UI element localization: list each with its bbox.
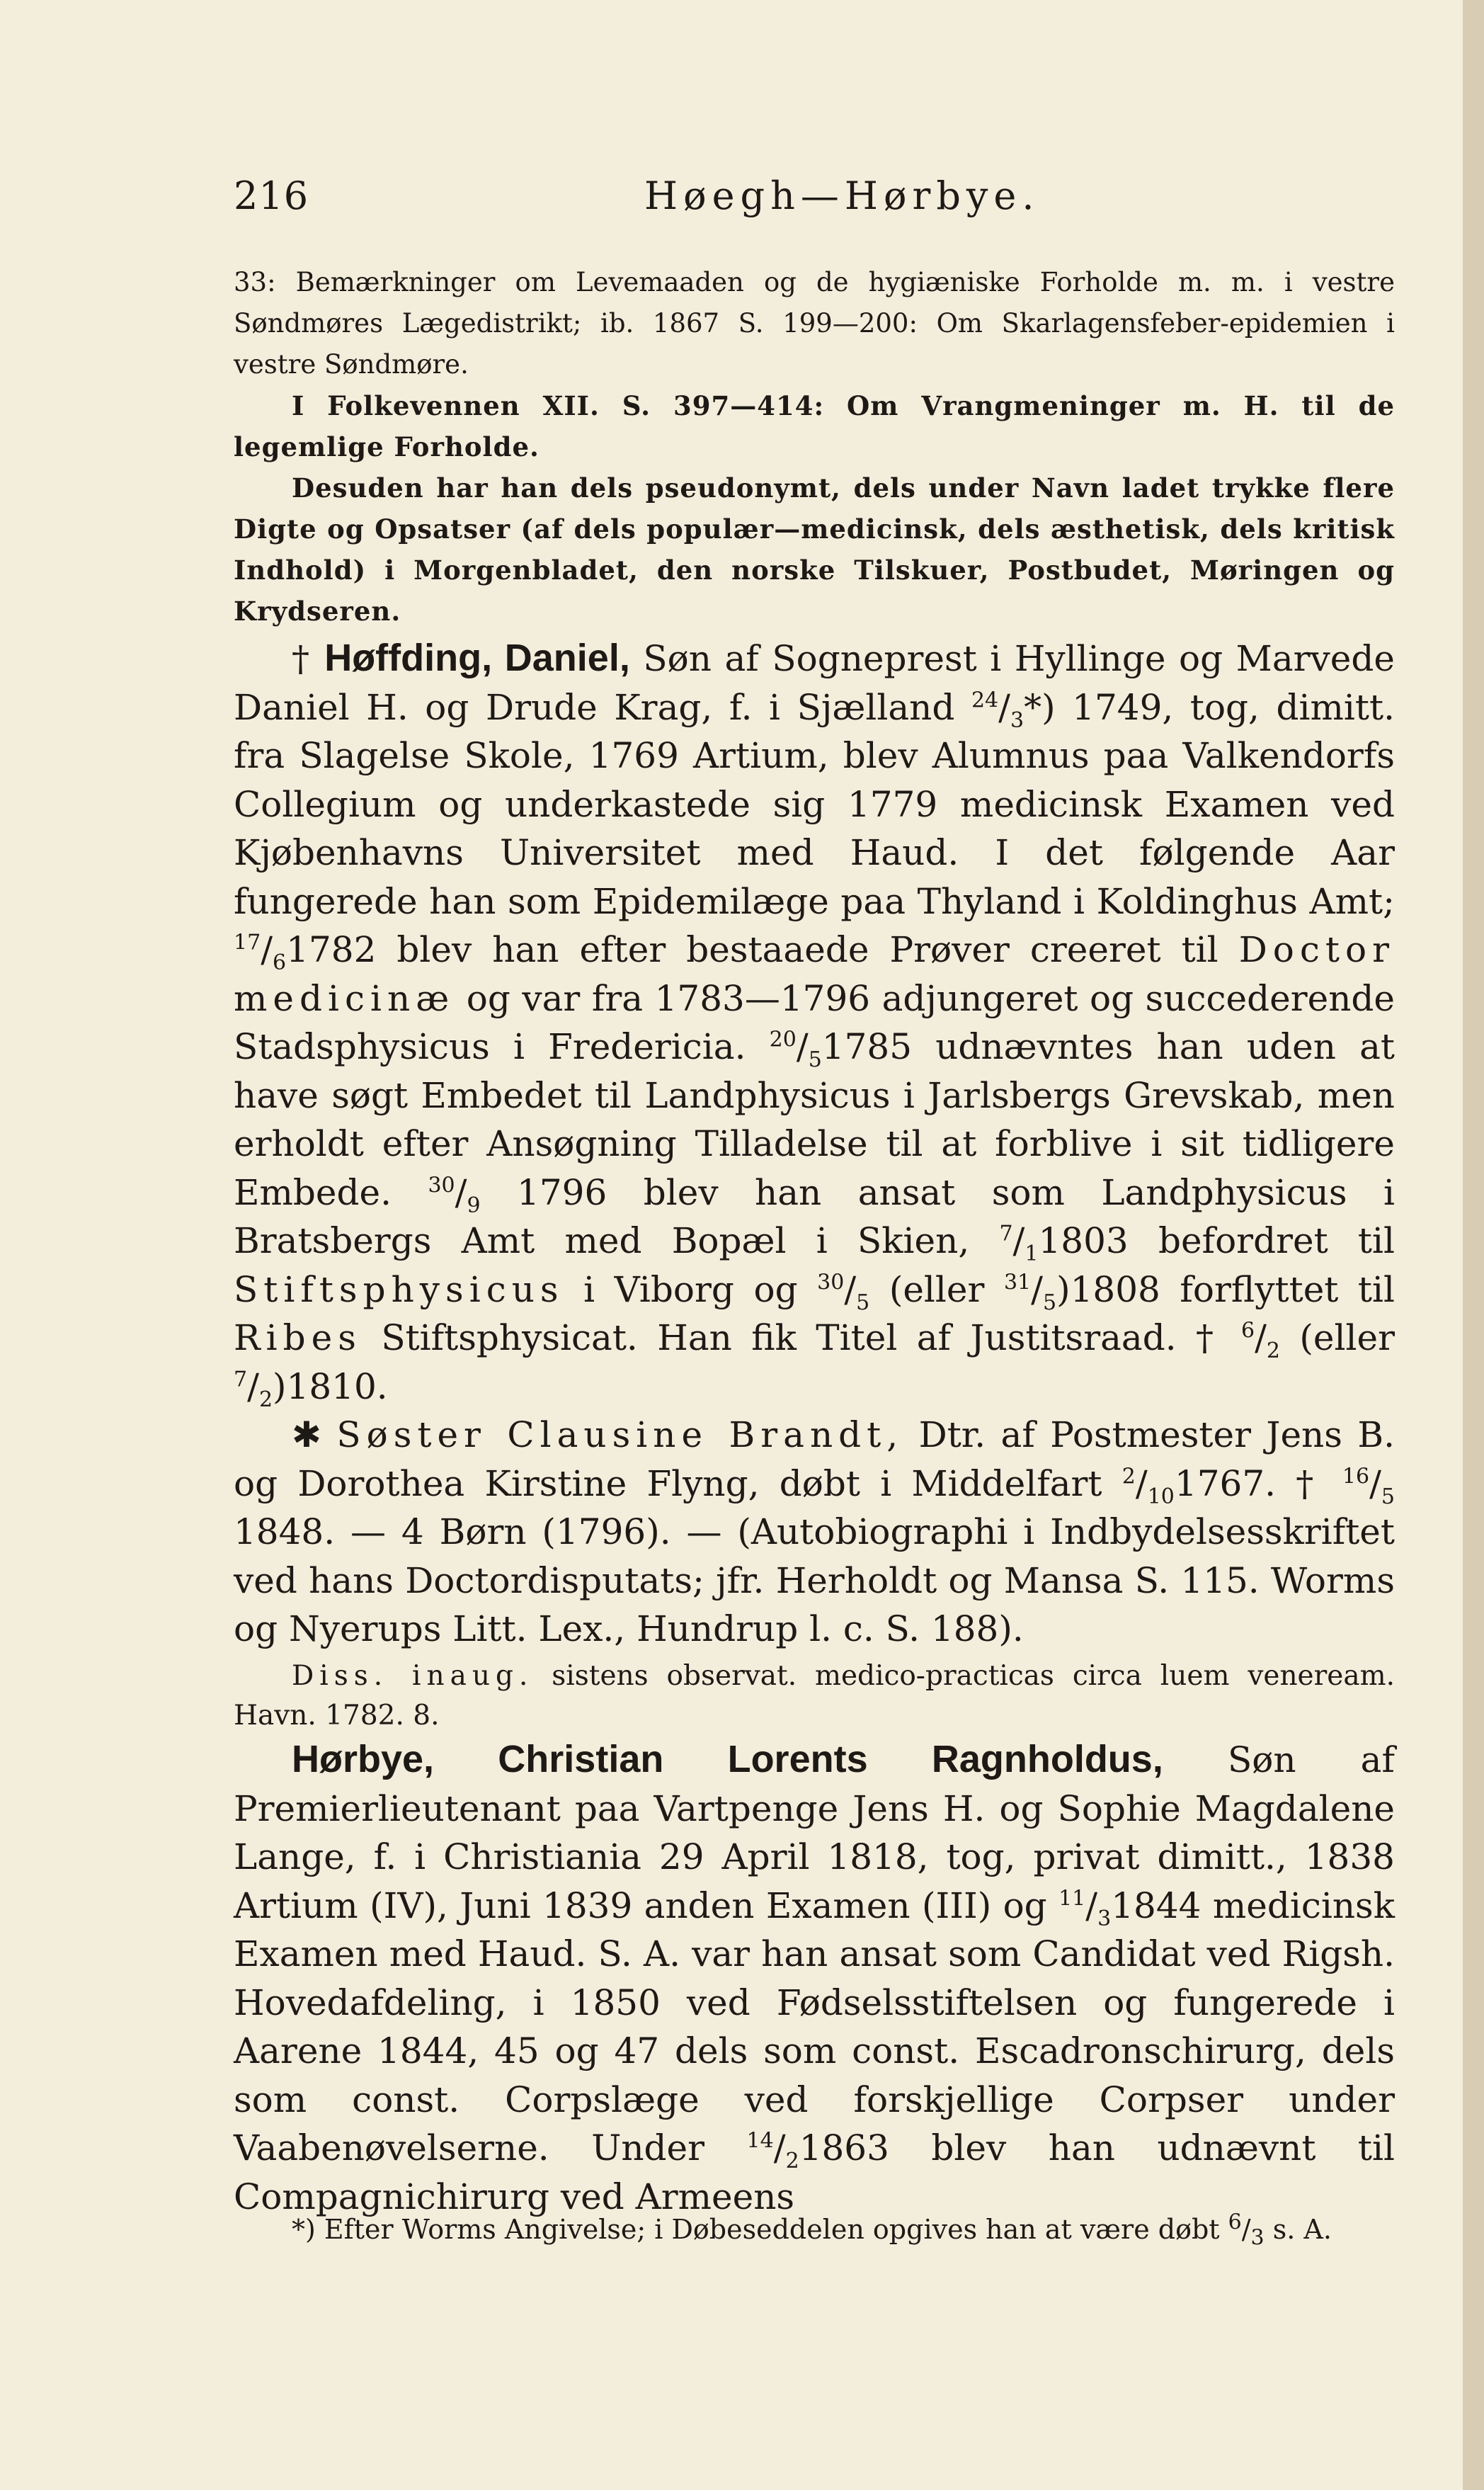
entry-paragraph: † Høffding, Daniel, Søn af Sogneprest i Hyllinge og Marvede Daniel H. og Drude Krag, f. i Sjælland $^{24}/_3*$) 1749, tog, dimitt. fra Slagelse Skole, 1769 Artium, blev Alumnus paa Valkendorfs Collegium og underkastede sig 1779 medicinsk Examen ved Kjøbenhavns Universitet med Haud. I det følgende Aar fungerede han som Epidemilæge paa Thyland i Koldinghus Amt; $^{17}/_61782$ blev han efter bestaaede Prøver creeret til Doctor medicinæ og var fra 1783—1796 adjungeret og succederende Stadsphysicus i Fredericia. $^{20}/_51785$ udnævntes han uden at have søgt Embedet til Landphysicus i Jarlsbergs Grevskab, men erholdt efter Ansøgning Tilladelse til at forblive i sit tidligere Embede. $^{30}/_9$ 1796 blev han ansat som Landphysicus i Bratsbergs Amt med Bopæl i Skien, $^7/_11803$ befordret til Stiftsphysicus i Viborg og $^{30}/_5$ (eller $^{31}/_5)1808$ forflyttet til Ribes Stiftsphysicat. Han fik Titel af Justitsraad. † $^6/_2$ (eller $^7/_2)1810$. — [234, 637, 1395, 1412]
entry-name: Hørbye, Christian Lorents Ragnholdus, — [292, 1738, 1163, 1780]
marriage-mark: ✱ — [292, 1414, 321, 1455]
entry-paragraph-spouse: ✱ Søster Clausine Brandt, Dtr. af Postmester Jens B. og Dorothea Kirstine Flyng, døbt i Middelfart $^2/_{10}1767$. † $^{16}/_5$ 1848. — 4 Børn (1796). — (Autobiographi i Indbydelsesskriftet ved hans Doctordisputats; jfr. Herholdt og Mansa S. 115. Worms og Nyerups Litt. Lex., Hundrup l. c. S. 188). — [234, 1414, 1395, 1649]
entry-hoeffding — [234, 634, 1395, 1736]
page-header — [234, 174, 1395, 230]
running-head: Høegh—Hørbye. — [644, 174, 1040, 218]
bibliography-line: I Folkevennen XII. S. 397—414: Om Vrangmeninger m. H. til de legemlige Forholde. — [234, 390, 1395, 462]
dissertation-line: Diss. inaug. sistens observat. medico-practicas circa luem veneream. Havn. 1782. 8. — [234, 1659, 1395, 1732]
entry-name: Høffding, Daniel, — [324, 637, 630, 679]
page-edge — [1463, 0, 1484, 2490]
spouse-name: Søster Clausine Brandt, — [336, 1414, 904, 1455]
entry-hoerbye — [234, 1735, 1395, 2221]
page-number: 216 — [234, 174, 309, 218]
dagger-mark: † — [292, 638, 312, 679]
footnote-text: *) Efter Worms Angivelse; i Døbeseddelen opgives han at være døbt $^6/_3$ s. A. — [292, 2210, 1332, 2251]
bibliography-line: Desuden har han dels pseudonymt, dels under Navn ladet trykke flere Digte og Opsatser (af dels populær—medicinsk, dels æsthetisk, dels kritisk Indhold) i Morgenbladet, den norske Tilskuer, Postbudet, Møringen og Krydseren. — [234, 472, 1395, 627]
previous-entry-continuation — [234, 262, 1395, 632]
footnote — [234, 2210, 1395, 2249]
entry-paragraph: Hørbye, Christian Lorents Ragnholdus, Søn af Premierlieutenant paa Vartpenge Jens H. og Sophie Magdalene Lange, f. i Christiania 29 April 1818, tog, privat dimitt., 1838 Artium (IV), Juni 1839 anden Examen (III) og $^{11}/_31844$ medicinsk Examen med Haud. S. A. var han ansat som Candidat ved Rigsh. Hovedafdeling, i 1850 ved Fødselsstiftelsen og fungerede i Aarene 1844, 45 og 47 dels som const. Escadronschirurg, dels som const. Corpslæge ved forskjellige Corpser under Vaabenøvelserne. Under $^{14}/_21863$ blev han udnævnt til Compagnichirurg ved Armeens — [234, 1738, 1395, 2217]
bibliography-line: 33: Bemærkninger om Levemaaden og de hygiæniske Forholde m. m. i vestre Søndmøres Lægedistrikt; ib. 1867 S. 199—200: Om Skarlagensfeber-epidemien i vestre Søndmøre. — [234, 267, 1395, 380]
